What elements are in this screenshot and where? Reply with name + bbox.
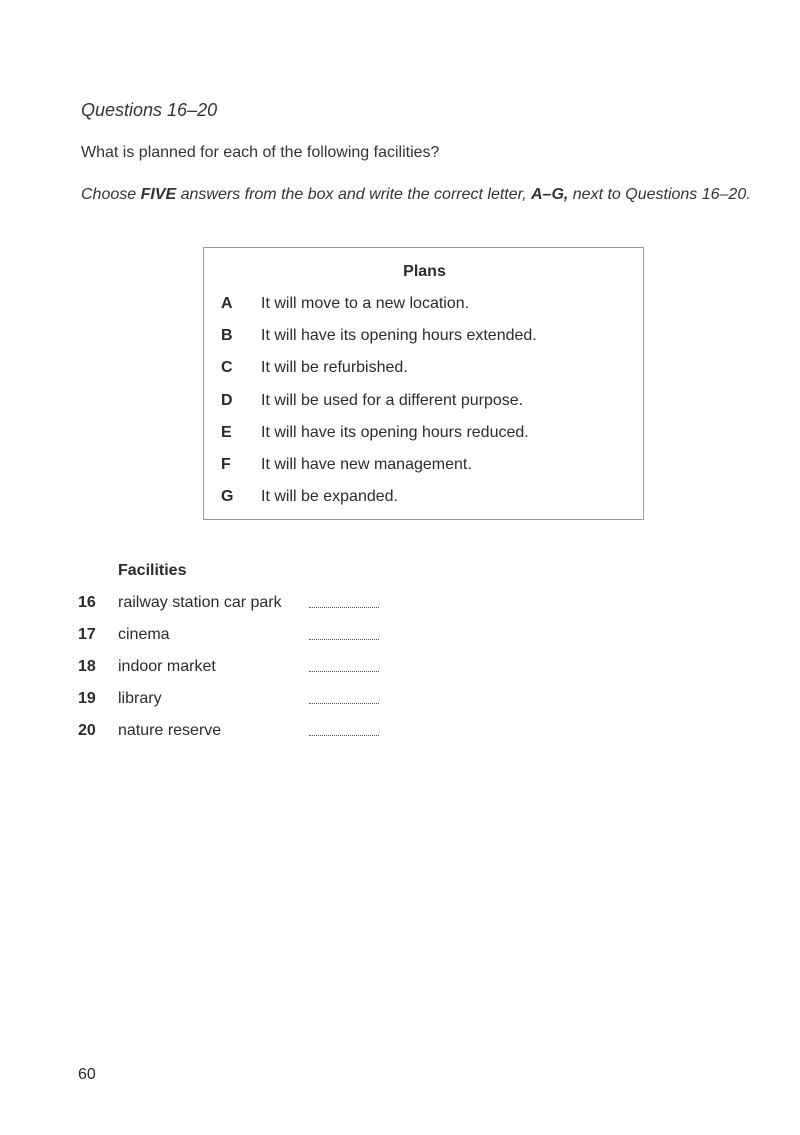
facility-row-18: [78, 658, 398, 682]
facility-name: railway station car park: [118, 594, 282, 611]
plan-letter: C: [221, 359, 233, 376]
answer-blank[interactable]: [309, 671, 379, 672]
facility-row-19: [78, 690, 398, 714]
question-number: 16: [78, 594, 96, 611]
facility-name: library: [118, 690, 162, 707]
plan-text: It will be used for a different purpose.: [261, 392, 524, 409]
page-number: 60: [78, 1066, 96, 1083]
facility-name: nature reserve: [118, 722, 222, 739]
plan-letter: E: [221, 424, 232, 441]
question-number: 17: [78, 626, 96, 643]
facility-row-20: [78, 722, 398, 746]
answer-blank[interactable]: [309, 607, 379, 608]
facilities-title: Facilities: [118, 562, 187, 579]
section-heading: Questions 16–20: [81, 100, 218, 120]
plan-letter: A: [221, 295, 233, 312]
plan-text: It will move to a new location.: [261, 295, 470, 312]
instruction-text: Choose FIVE answers from the box and write the correct letter, A–G, next to Questions 16–20.: [81, 186, 751, 203]
plan-letter: F: [221, 456, 231, 473]
answer-blank[interactable]: [309, 703, 379, 704]
plan-text: It will be refurbished.: [261, 359, 408, 376]
question-text: What is planned for each of the following facilities?: [81, 144, 440, 161]
question-number: 19: [78, 690, 96, 707]
facility-name: indoor market: [118, 658, 216, 675]
facility-name: cinema: [118, 626, 170, 643]
plan-letter: D: [221, 392, 233, 409]
plan-text: It will have its opening hours extended.: [261, 327, 537, 344]
plan-letter: B: [221, 327, 233, 344]
plan-text: It will have its opening hours reduced.: [261, 424, 529, 441]
facility-row-17: [78, 626, 398, 650]
plans-title: Plans: [403, 263, 446, 280]
plan-letter: G: [221, 488, 234, 505]
facility-row-16: [78, 594, 398, 618]
plan-text: It will be expanded.: [261, 488, 398, 505]
answer-blank[interactable]: [309, 735, 379, 736]
question-number: 18: [78, 658, 96, 675]
answer-blank[interactable]: [309, 639, 379, 640]
plan-text: It will have new management.: [261, 456, 472, 473]
question-number: 20: [78, 722, 96, 739]
plans-box: [203, 247, 644, 520]
